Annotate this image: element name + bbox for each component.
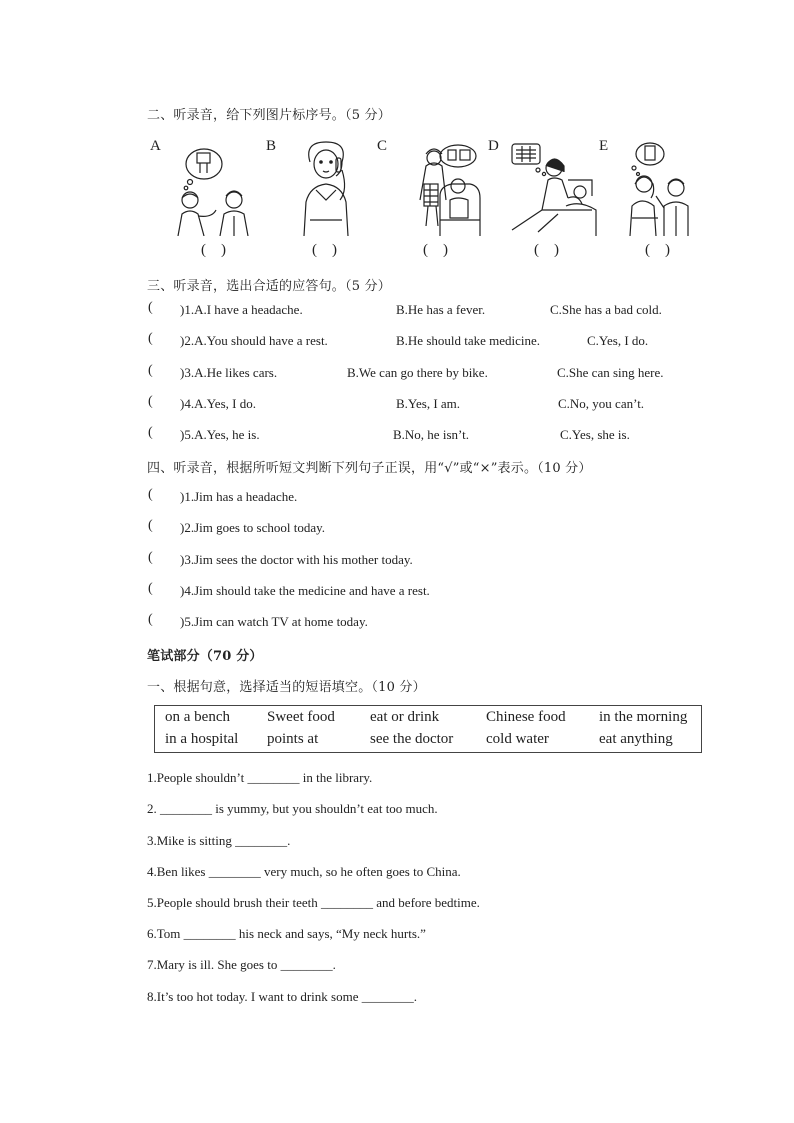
- section2-header: 二、听录音，给下列图片标序号。（5 分）: [147, 108, 391, 123]
- question-3-5: )5.A.Yes, he is.: [180, 427, 260, 442]
- answer-paren[interactable]: (: [148, 550, 153, 565]
- judge-item-5: )5.Jim can watch TV at home today.: [180, 614, 368, 629]
- word-option: Chinese food: [486, 709, 566, 725]
- picture-d-answer[interactable]: ( ): [534, 242, 559, 258]
- option-c[interactable]: C.She has a bad cold.: [550, 302, 662, 317]
- word-option: cold water: [486, 731, 549, 747]
- picture-c-illustration: [396, 140, 484, 236]
- answer-paren[interactable]: (: [148, 425, 153, 440]
- option-b[interactable]: B.No, he isn’t.: [393, 427, 469, 442]
- word-option: on a bench: [165, 709, 230, 725]
- option-c[interactable]: C.No, you can’t.: [558, 396, 645, 411]
- answer-paren[interactable]: (: [148, 363, 153, 378]
- fill-sentence-8[interactable]: 8.It’s too hot today. I want to drink some ________.: [147, 989, 417, 1004]
- word-option: Sweet food: [267, 709, 335, 725]
- question-3-1: )1.A.I have a headache.: [180, 302, 303, 317]
- answer-paren[interactable]: (: [148, 518, 153, 533]
- question-3-2: )2.A.You should have a rest.: [180, 333, 328, 348]
- section1-header: 一、根据句意，选择适当的短语填空。（10 分）: [147, 680, 426, 695]
- fill-sentence-2[interactable]: 2. ________ is yummy, but you shouldn’t eat too much.: [147, 801, 438, 816]
- option-b[interactable]: B.Yes, I am.: [396, 396, 461, 411]
- option-c[interactable]: C.Yes, she is.: [560, 427, 630, 442]
- fill-sentence-5[interactable]: 5.People should brush their teeth ________ and before bedtime.: [147, 895, 480, 910]
- picture-letter-c: C: [377, 138, 388, 154]
- word-box: [154, 705, 702, 753]
- word-option: in a hospital: [165, 731, 239, 747]
- picture-a-answer[interactable]: ( ): [201, 242, 226, 258]
- fill-sentence-4[interactable]: 4.Ben likes ________ very much, so he often goes to China.: [147, 864, 461, 879]
- option-b[interactable]: B.He has a fever.: [396, 302, 486, 317]
- picture-d-illustration: [508, 140, 600, 236]
- judge-item-2: )2.Jim goes to school today.: [180, 520, 326, 535]
- option-c[interactable]: C.Yes, I do.: [587, 333, 649, 348]
- answer-paren[interactable]: (: [148, 300, 153, 315]
- section4-header: 四、听录音，根据所听短文判断下列句子正误，用“√”或“×”表示。（10 分）: [147, 461, 592, 476]
- picture-letter-d: D: [488, 138, 499, 154]
- option-b[interactable]: B.We can go there by bike.: [347, 365, 488, 380]
- fill-sentence-3[interactable]: 3.Mike is sitting ________.: [147, 833, 291, 848]
- picture-letter-b: B: [266, 138, 277, 154]
- picture-letter-e: E: [599, 138, 609, 154]
- word-option: in the morning: [599, 709, 688, 725]
- judge-item-4: )4.Jim should take the medicine and have a rest.: [180, 583, 430, 598]
- picture-c-answer[interactable]: ( ): [423, 242, 448, 258]
- option-b[interactable]: B.He should take medicine.: [396, 333, 541, 348]
- question-3-4: )4.A.Yes, I do.: [180, 396, 256, 411]
- picture-letter-a: A: [150, 138, 161, 154]
- judge-item-3: )3.Jim sees the doctor with his mother today.: [180, 552, 413, 567]
- section3-header: 三、听录音，选出合适的应答句。（5 分）: [147, 279, 391, 294]
- answer-paren[interactable]: (: [148, 487, 153, 502]
- picture-a-illustration: [168, 140, 258, 236]
- word-option: eat anything: [599, 731, 673, 747]
- picture-b-illustration: [290, 140, 362, 236]
- fill-sentence-1[interactable]: 1.People shouldn’t ________ in the library.: [147, 770, 373, 785]
- answer-paren[interactable]: (: [148, 331, 153, 346]
- picture-e-illustration: [620, 140, 702, 236]
- option-c[interactable]: C.She can sing here.: [557, 365, 664, 380]
- written-part-title: 笔试部分（70 分）: [147, 649, 263, 664]
- answer-paren[interactable]: (: [148, 394, 153, 409]
- answer-paren[interactable]: (: [148, 612, 153, 627]
- word-option: eat or drink: [370, 709, 440, 725]
- answer-paren[interactable]: (: [148, 581, 153, 596]
- word-option: see the doctor: [370, 731, 454, 747]
- fill-sentence-6[interactable]: 6.Tom ________ his neck and says, “My neck hurts.”: [147, 926, 426, 941]
- picture-b-answer[interactable]: ( ): [312, 242, 337, 258]
- picture-e-answer[interactable]: ( ): [645, 242, 670, 258]
- question-3-3: )3.A.He likes cars.: [180, 365, 278, 380]
- judge-item-1: )1.Jim has a headache.: [180, 489, 298, 504]
- fill-sentence-7[interactable]: 7.Mary is ill. She goes to ________.: [147, 957, 336, 972]
- word-option: points at: [267, 731, 319, 747]
